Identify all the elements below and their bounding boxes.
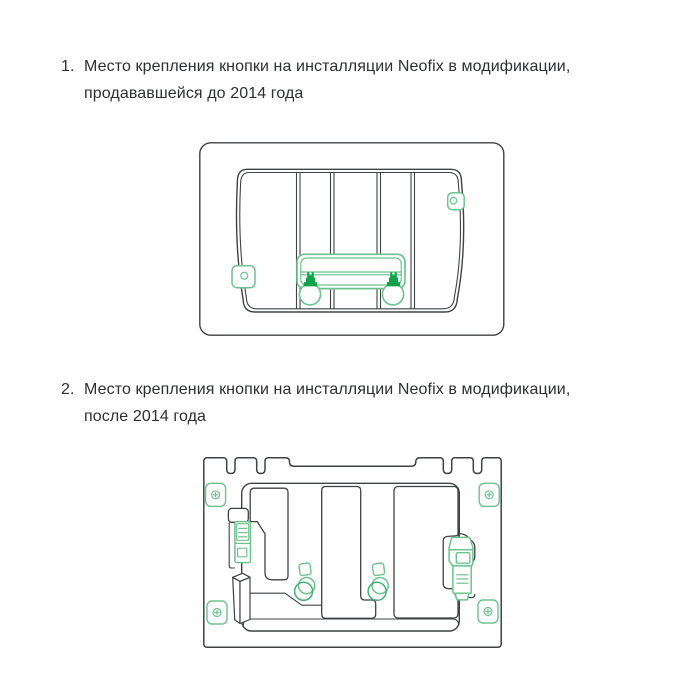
corner-screw-top-left [206,483,226,506]
support-bracket [233,573,250,623]
caption-2-text [84,377,599,430]
caption-2-line1: Место крепления кнопки на инсталляции Neofix в модификации, [84,381,571,398]
latch-window-icon [456,553,470,564]
mount-latch-right [449,537,473,600]
diagram-neofix-post-2014 [203,457,502,648]
diagram-neofix-pre-2014 [199,142,505,336]
caption-1-line2: продававшейся до 2014 года [84,84,304,102]
caption-2-line2: после 2014 года [84,407,207,425]
side-tab-right [448,193,465,210]
mount-latch-left [235,522,251,563]
list-number-1: 1. [61,58,75,75]
caption-1-line1: Место крепления кнопки на инсталляции Neofix в модификации, [84,58,571,75]
corner-screw-bottom-right [478,600,498,623]
side-tab-left [232,266,255,288]
corner-screw-bottom-left [207,601,227,624]
caption-1-text [84,54,599,107]
list-number-2: 2. [61,381,75,398]
flush-rod-left [299,284,320,305]
flush-rod-right [382,284,403,305]
corner-screw-top-right [479,483,499,506]
caption-2 [61,377,599,430]
caption-1 [61,54,599,107]
